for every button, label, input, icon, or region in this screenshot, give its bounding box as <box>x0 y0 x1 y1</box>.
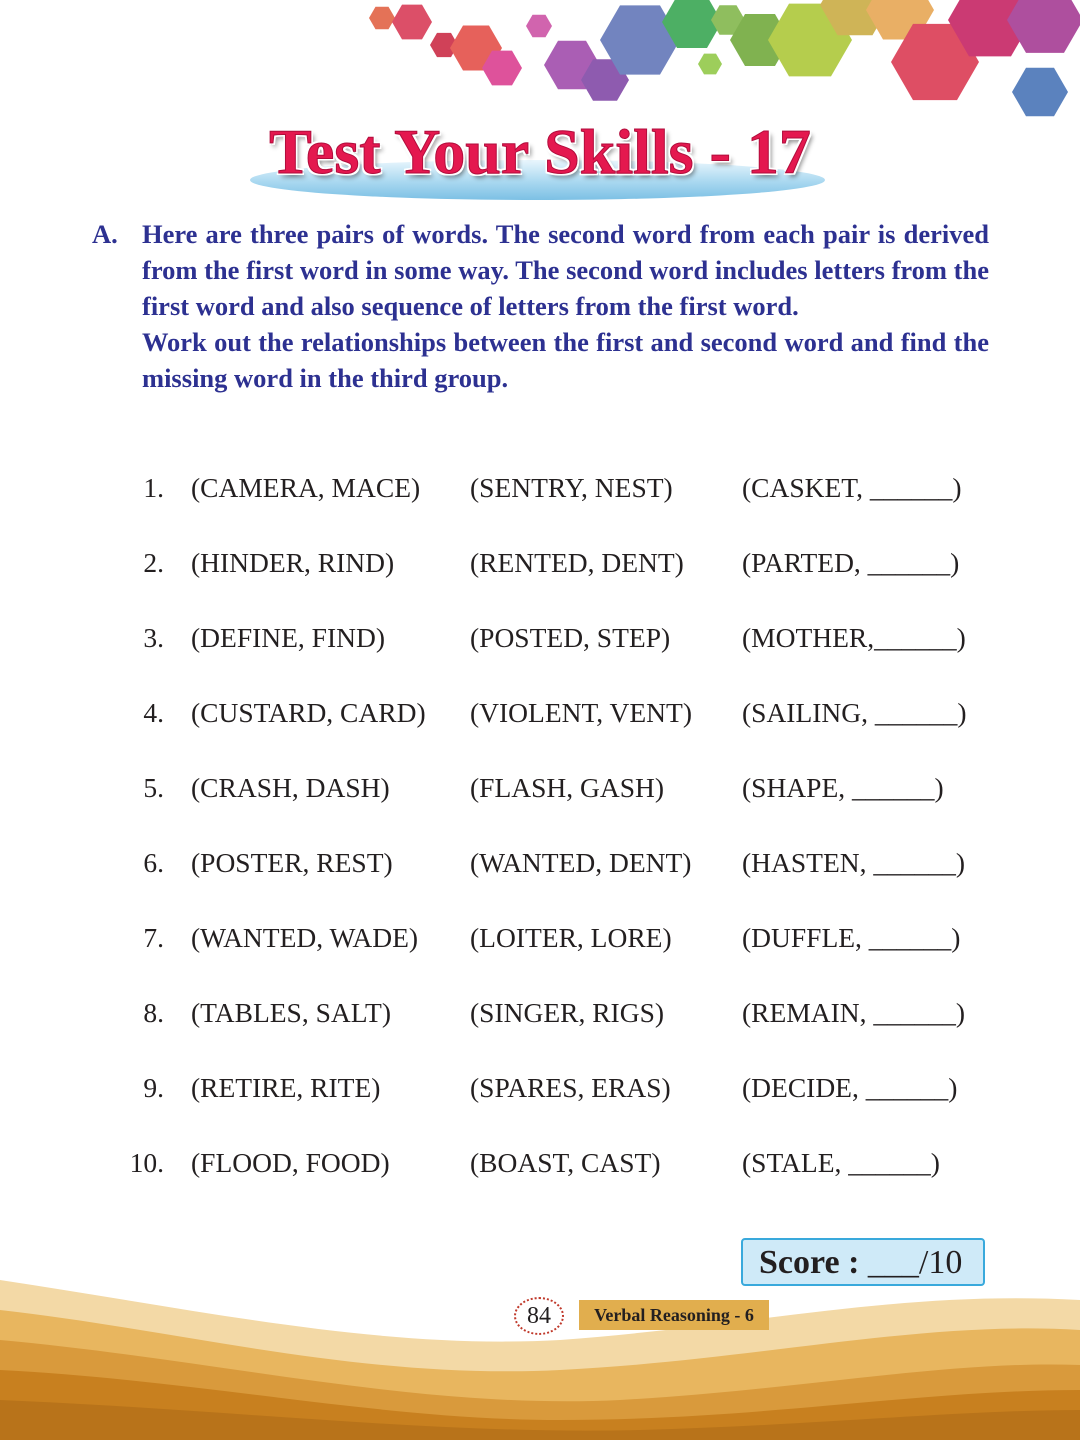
question-number: 3. <box>143 622 164 653</box>
example-pair-1: (FLOOD, FOOD) <box>191 1147 390 1178</box>
question-row <box>0 845 1080 881</box>
answer-pair[interactable]: (REMAIN, ______) <box>742 997 966 1028</box>
example-pair-2: (SENTRY, NEST) <box>470 472 673 503</box>
question-row <box>0 920 1080 956</box>
answer-pair[interactable]: (DUFFLE, ______) <box>742 922 961 953</box>
title-banner <box>250 112 830 202</box>
instructions-paragraph-2: Work out the relationships between the first and second word and find the missing word in the third group. <box>142 327 989 393</box>
example-pair-1: (HINDER, RIND) <box>191 547 395 578</box>
example-pair-2: (VIOLENT, VENT) <box>470 697 692 728</box>
score-blank[interactable]: ___ <box>867 1244 919 1281</box>
example-pair-1: (CUSTARD, CARD) <box>191 697 426 728</box>
example-pair-2: (LOITER, LORE) <box>470 922 672 953</box>
question-number: 4. <box>143 697 164 728</box>
question-number: 10. <box>129 1147 164 1178</box>
question-number: 8. <box>143 997 164 1028</box>
answer-pair[interactable]: (PARTED, ______) <box>742 547 960 578</box>
hexagon-decoration <box>0 0 1080 130</box>
question-row <box>0 1070 1080 1106</box>
page-title: Test Your Skills - 17 <box>269 116 811 187</box>
example-pair-2: (RENTED, DENT) <box>470 547 684 578</box>
instructions-paragraph-1: Here are three pairs of words. The second word from each pair is derived from the first word in some way. The second word includes letters from the first word and also sequence of letters from the first word. <box>142 219 989 321</box>
question-number: 2. <box>143 547 164 578</box>
score-box <box>741 1238 985 1286</box>
score-total: /10 <box>918 1244 963 1281</box>
question-row <box>0 695 1080 731</box>
instructions-body <box>142 216 989 396</box>
answer-pair[interactable]: (CASKET, ______) <box>742 472 962 503</box>
score-label: Score : <box>759 1244 860 1281</box>
example-pair-1: (POSTER, REST) <box>191 847 393 878</box>
example-pair-1: (TABLES, SALT) <box>191 997 391 1028</box>
question-number: 9. <box>143 1072 164 1103</box>
question-number: 5. <box>143 772 164 803</box>
page-number: 84 <box>514 1297 564 1335</box>
example-pair-2: (SPARES, ERAS) <box>470 1072 671 1103</box>
example-pair-1: (RETIRE, RITE) <box>191 1072 381 1103</box>
book-title-badge: Verbal Reasoning - 6 <box>579 1300 769 1330</box>
example-pair-1: (DEFINE, FIND) <box>191 622 386 653</box>
example-pair-2: (SINGER, RIGS) <box>470 997 665 1028</box>
wave-decoration <box>0 1270 1080 1440</box>
example-pair-2: (FLASH, GASH) <box>470 772 665 803</box>
example-pair-1: (WANTED, WADE) <box>191 922 419 953</box>
example-pair-1: (CAMERA, MACE) <box>191 472 421 503</box>
example-pair-2: (WANTED, DENT) <box>470 847 692 878</box>
question-number: 7. <box>143 922 164 953</box>
question-row <box>0 995 1080 1031</box>
question-number: 1. <box>143 472 164 503</box>
question-row <box>0 770 1080 806</box>
question-number: 6. <box>143 847 164 878</box>
example-pair-2: (POSTED, STEP) <box>470 622 671 653</box>
answer-pair[interactable]: (MOTHER,______) <box>742 622 966 653</box>
answer-pair[interactable]: (HASTEN, ______) <box>742 847 966 878</box>
question-row <box>0 545 1080 581</box>
example-pair-1: (CRASH, DASH) <box>191 772 390 803</box>
question-row <box>0 1145 1080 1181</box>
question-row <box>0 470 1080 506</box>
section-label: A. <box>92 219 118 249</box>
answer-pair[interactable]: (SAILING, ______) <box>742 697 967 728</box>
answer-pair[interactable]: (SHAPE, ______) <box>742 772 944 803</box>
question-row <box>0 620 1080 656</box>
answer-pair[interactable]: (DECIDE, ______) <box>742 1072 958 1103</box>
example-pair-2: (BOAST, CAST) <box>470 1147 661 1178</box>
answer-pair[interactable]: (STALE, ______) <box>742 1147 940 1178</box>
